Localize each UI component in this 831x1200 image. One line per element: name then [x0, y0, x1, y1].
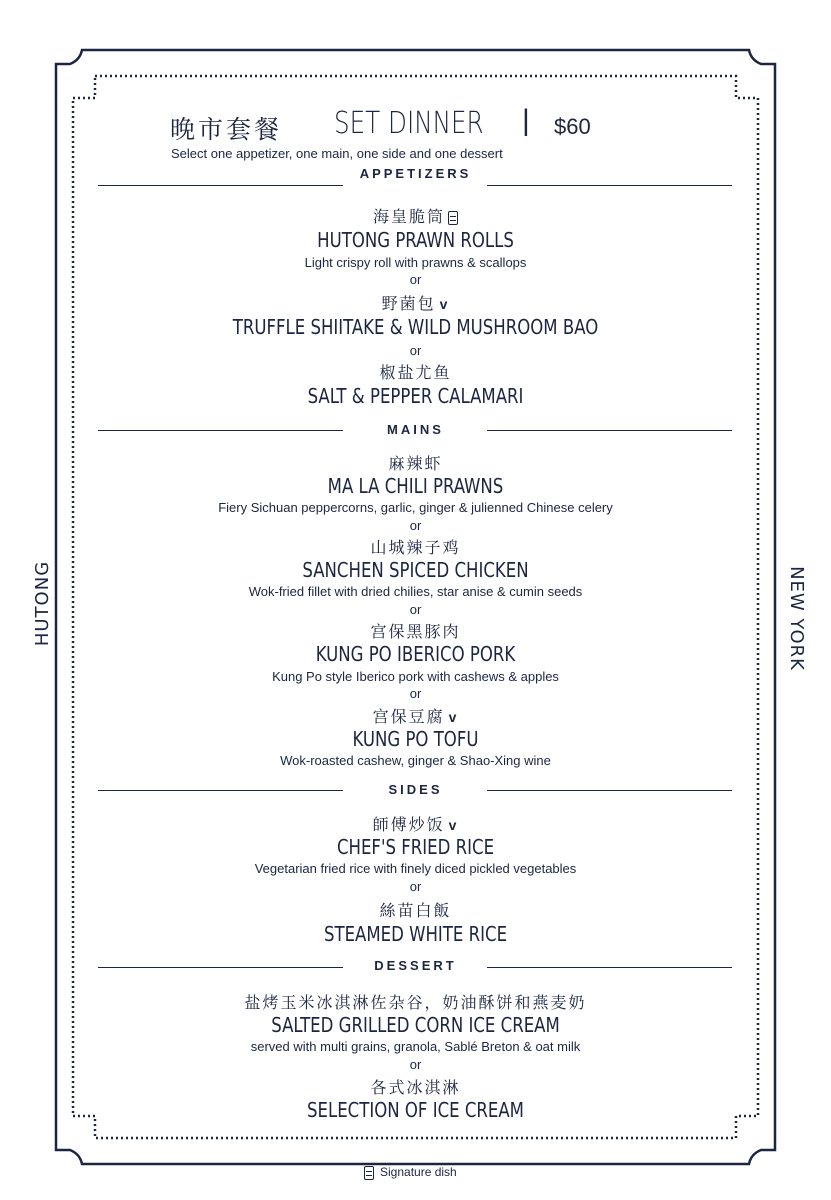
dish-zh: 麻辣虾: [388, 454, 443, 473]
header: [170, 104, 640, 144]
divider-line: [98, 967, 343, 968]
divider-line: [98, 185, 343, 186]
dish-description: Wok-roasted cashew, ginger & Shao-Xing wine: [280, 753, 551, 768]
dish-description: Light crispy roll with prawns & scallops: [304, 255, 527, 270]
dish-zh: 山城辣子鸡: [370, 538, 461, 557]
vegetarian-icon: v: [448, 817, 459, 833]
legend-text: Signature dish: [380, 1165, 457, 1179]
price: $60: [554, 114, 591, 139]
dish-zh: 各式冰淇淋: [370, 1078, 461, 1097]
dish-description: Vegetarian fried rice with finely diced pickled vegetables: [254, 861, 577, 876]
or-divider: or: [409, 686, 422, 701]
title-en: SET DINNER: [334, 106, 484, 141]
divider-line: [487, 790, 732, 791]
divider-line: [487, 967, 732, 968]
or-divider: or: [409, 518, 422, 533]
divider-line: [98, 790, 343, 791]
divider-line: [487, 430, 732, 431]
dish-name: TRUFFLE SHIITAKE & WILD MUSHROOM BAO: [232, 315, 599, 339]
dish-name: CHEF'S FRIED RICE: [336, 835, 495, 859]
dish-description: Wok-fried fillet with dried chilies, star anise & cumin seeds: [248, 584, 583, 599]
dish-name: KUNG PO TOFU: [352, 727, 479, 751]
or-divider: or: [409, 343, 422, 358]
dish-zh: 宫保豆腐 v: [372, 707, 459, 726]
divider-line: [487, 185, 732, 186]
signature-icon: [448, 211, 458, 225]
dish-name: SANCHEN SPICED CHICKEN: [302, 558, 529, 582]
vegetarian-icon: v: [439, 296, 450, 312]
side-label-right: NEW YORK: [786, 560, 807, 677]
dish-zh: 椒盐尤鱼: [379, 363, 452, 382]
dish-zh: 師傅炒饭 v: [372, 815, 459, 834]
divider-line: [98, 430, 343, 431]
section-title-sides: SIDES: [388, 782, 443, 797]
section-title-dessert: DESSERT: [374, 958, 457, 973]
footer-legend: [364, 1165, 457, 1180]
dish-name: SELECTION OF ICE CREAM: [307, 1098, 524, 1122]
dish-zh: 盐烤玉米冰淇淋佐杂谷，奶油酥饼和燕麦奶: [244, 993, 587, 1012]
dish-zh: 絲苗白飯: [379, 901, 452, 920]
subtitle: Select one appetizer, one main, one side and one dessert: [171, 146, 503, 161]
section-title-appetizers: APPETIZERS: [359, 166, 472, 181]
dish-name: HUTONG PRAWN ROLLS: [317, 228, 514, 252]
dish-zh: 野菌包 v: [381, 294, 450, 313]
dish-name: MA LA CHILI PRAWNS: [327, 474, 504, 498]
signature-icon: [364, 1166, 374, 1180]
dish-name: SALTED GRILLED CORN ICE CREAM: [271, 1013, 560, 1037]
dish-zh: 海皇脆筒: [120, 204, 711, 227]
dish-description: Kung Po style Iberico pork with cashews & apples: [272, 669, 559, 684]
vegetarian-icon: v: [448, 709, 459, 725]
dish-description: served with multi grains, granola, Sablé Breton & oat milk: [250, 1039, 581, 1054]
or-divider: or: [409, 1057, 422, 1072]
dish-name: KUNG PO IBERICO PORK: [315, 642, 516, 666]
or-divider: or: [409, 879, 422, 894]
dish-zh: 宫保黑豚肉: [370, 622, 461, 641]
or-divider: or: [409, 272, 422, 287]
title-zh: 晚市套餐: [170, 115, 283, 144]
dish-name: SALT & PEPPER CALAMARI: [307, 384, 524, 408]
title-separator: |: [522, 104, 530, 137]
or-divider: or: [409, 602, 422, 617]
section-title-mains: MAINS: [387, 422, 444, 437]
dish-description: Fiery Sichuan peppercorns, garlic, ginger & julienned Chinese celery: [218, 500, 613, 515]
side-label-left: HUTONG: [32, 555, 53, 652]
dish-name: STEAMED WHITE RICE: [323, 922, 508, 946]
